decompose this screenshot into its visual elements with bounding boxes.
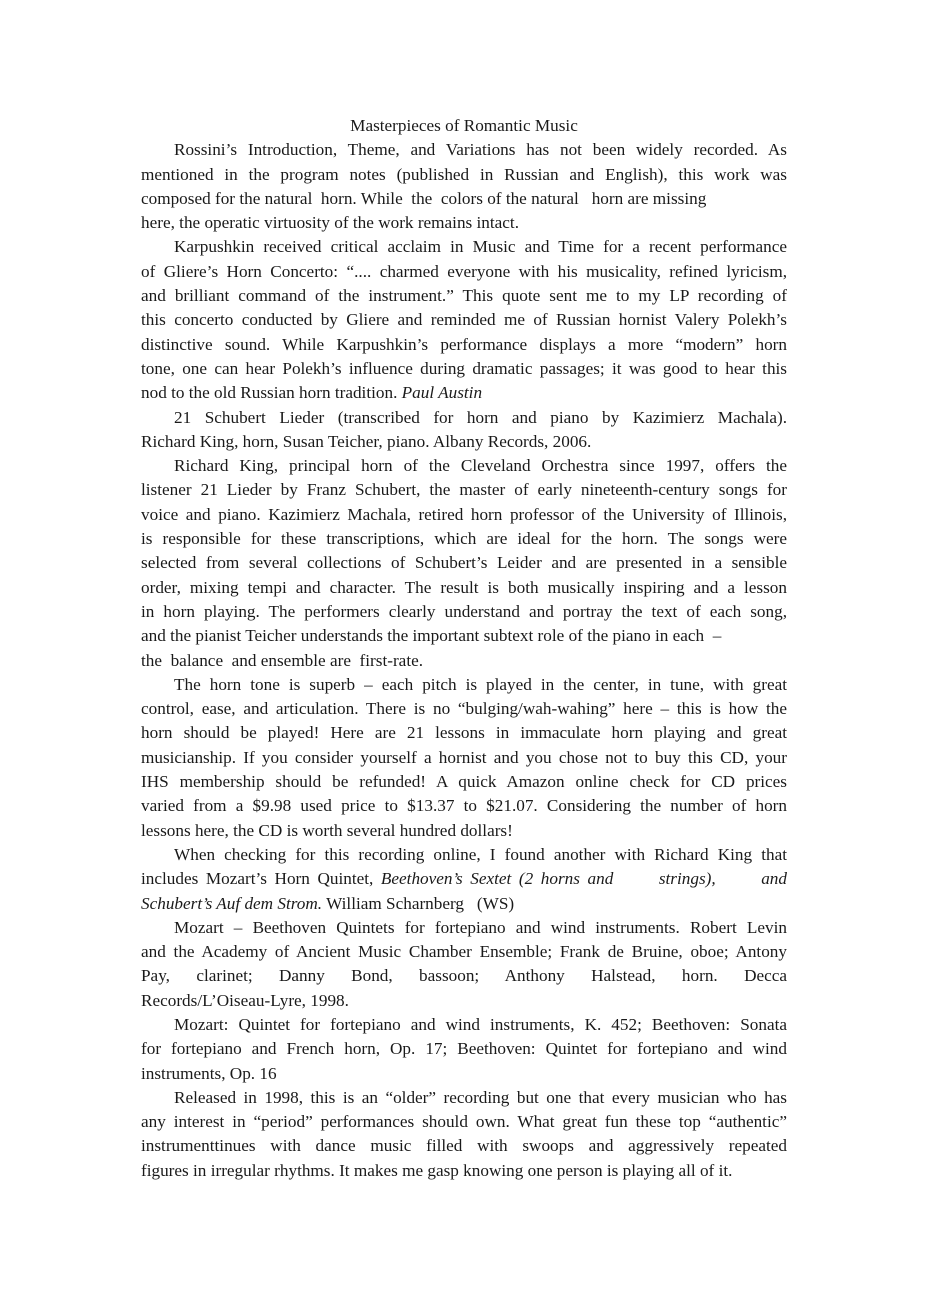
text-line: order, mixing tempi and character. The result is both musically inspiring and a lesson [141,577,787,597]
text-line: horn should be played! Here are 21 lessons in immaculate horn playing and great [141,723,787,743]
text-line: listener 21 Lieder by Franz Schubert, the master of early nineteenth-century songs for [141,480,787,500]
text-line: distinctive sound. While Karpushkin’s performance displays a more “modern” horn [141,334,787,354]
text-line: 21 Schubert Lieder (transcribed for horn and piano by Kazimierz Machala). [174,407,787,427]
paragraph-program [141,1013,787,1086]
text-line: figures in irregular rhythms. It makes me gasp knowing one person is playing all of it. [141,1160,733,1180]
italic-work-title: Schubert’s Auf dem Strom. [141,893,323,913]
text-line: IHS membership should be refunded! A quick Amazon online check for CD prices [141,772,787,792]
text-line: control, ease, and articulation. There is no “bulging/wah-wahing” here – this is how the [141,699,787,719]
text-line: voice and piano. Kazimierz Machala, retired horn professor of the University of Illinois, [141,504,787,524]
paragraph-schubert-heading [141,406,787,455]
italic-work-title: Beethoven’s Sextet (2 horns and strings), and [380,869,787,889]
text-line: Mozart: Quintet for fortepiano and wind instruments, K. 452; Beethoven: Sonata [174,1014,787,1034]
text-line: this concerto conducted by Gliere and reminded me of Russian hornist Valery Polekh’s [141,310,787,330]
text-line: When checking for this recording online, I found another with Richard King that [174,844,787,864]
text-line [141,381,787,405]
text-line: Mozart – Beethoven Quintets for fortepiano and wind instruments. Robert Levin [174,917,787,937]
text-line: mentioned in the program notes (published in Russian and English), this work was [141,164,787,184]
paragraph-online-check [141,843,787,916]
text-line: Rossini’s Introduction, Theme, and Variations has not been widely recorded. As [174,140,787,160]
text-line: The horn tone is superb – each pitch is played in the center, in tune, with great [174,674,787,694]
text-line [141,892,787,916]
paragraph-horn-tone [141,673,787,843]
author-signature: Paul Austin [401,383,483,403]
paragraph-mozart-beethoven-heading [141,916,787,1013]
page-title: Masterpieces of Romantic Music [350,116,578,135]
text-line: any interest in “period” performances should own. What great fun these top “authentic” [141,1112,787,1132]
text-line: of Gliere’s Horn Concerto: “.... charmed everyone with his musicality, refined lyricism, [141,261,787,281]
paragraph-karpushkin [141,235,787,405]
text-line: is responsible for these transcriptions, which are ideal for the horn. The songs were [141,529,787,549]
text-line: here, the operatic virtuosity of the work remains intact. [141,213,519,233]
text-line: Richard King, principal horn of the Cleveland Orchestra since 1997, offers the [174,456,787,476]
text-line: and the pianist Teicher understands the important subtext role of the piano in each – [141,626,722,646]
text-line: instruments, Op. 16 [141,1063,277,1083]
author-signature: William Scharnberg (WS) [326,893,515,913]
paragraph-richard-king [141,454,787,673]
text-line: Released in 1998, this is an “older” recording but one that every musician who has [174,1087,787,1107]
text-line: tone, one can hear Polekh’s influence during dramatic passages; it was good to hear this [141,358,787,378]
document-page [141,114,787,1183]
text-line: Records/L’Oiseau-Lyre, 1998. [141,990,349,1010]
text-line: for fortepiano and French horn, Op. 17; Beethoven: Quintet for fortepiano and wind [141,1039,787,1059]
text-fragment: nod to the old Russian horn tradition. [141,383,398,403]
paragraph-rossini [141,138,787,235]
text-line: Richard King, horn, Susan Teicher, piano. Albany Records, 2006. [141,431,592,451]
text-line: in horn playing. The performers clearly understand and portray the text of each song, [141,601,787,621]
text-line: lessons here, the CD is worth several hundred dollars! [141,820,513,840]
text-line: Karpushkin received critical acclaim in Music and Time for a recent performance [174,237,787,257]
text-line: the balance and ensemble are first-rate. [141,650,424,670]
text-line: varied from a $9.98 used price to $13.37 to $21.07. Considering the number of horn [141,796,787,816]
text-line: selected from several collections of Schubert’s Leider and are presented in a sensible [141,553,787,573]
text-line: musicianship. If you consider yourself a hornist and you chose not to buy this CD, your [141,747,787,767]
text-line [141,867,787,891]
text-fragment: includes Mozart’s Horn Quintet, [141,869,374,889]
text-line: and the Academy of Ancient Music Chamber Ensemble; Frank de Bruine, oboe; Antony [141,942,787,962]
text-line: and brilliant command of the instrument.” This quote sent me to my LP recording of [141,286,787,306]
text-line: composed for the natural horn. While the colors of the natural horn are missing [141,188,707,208]
text-line: instrumenttinues with dance music filled with swoops and aggressively repeated [141,1136,787,1156]
text-line: Pay, clarinet; Danny Bond, bassoon; Anthony Halstead, horn. Decca [141,966,787,986]
paragraph-released [141,1086,787,1183]
